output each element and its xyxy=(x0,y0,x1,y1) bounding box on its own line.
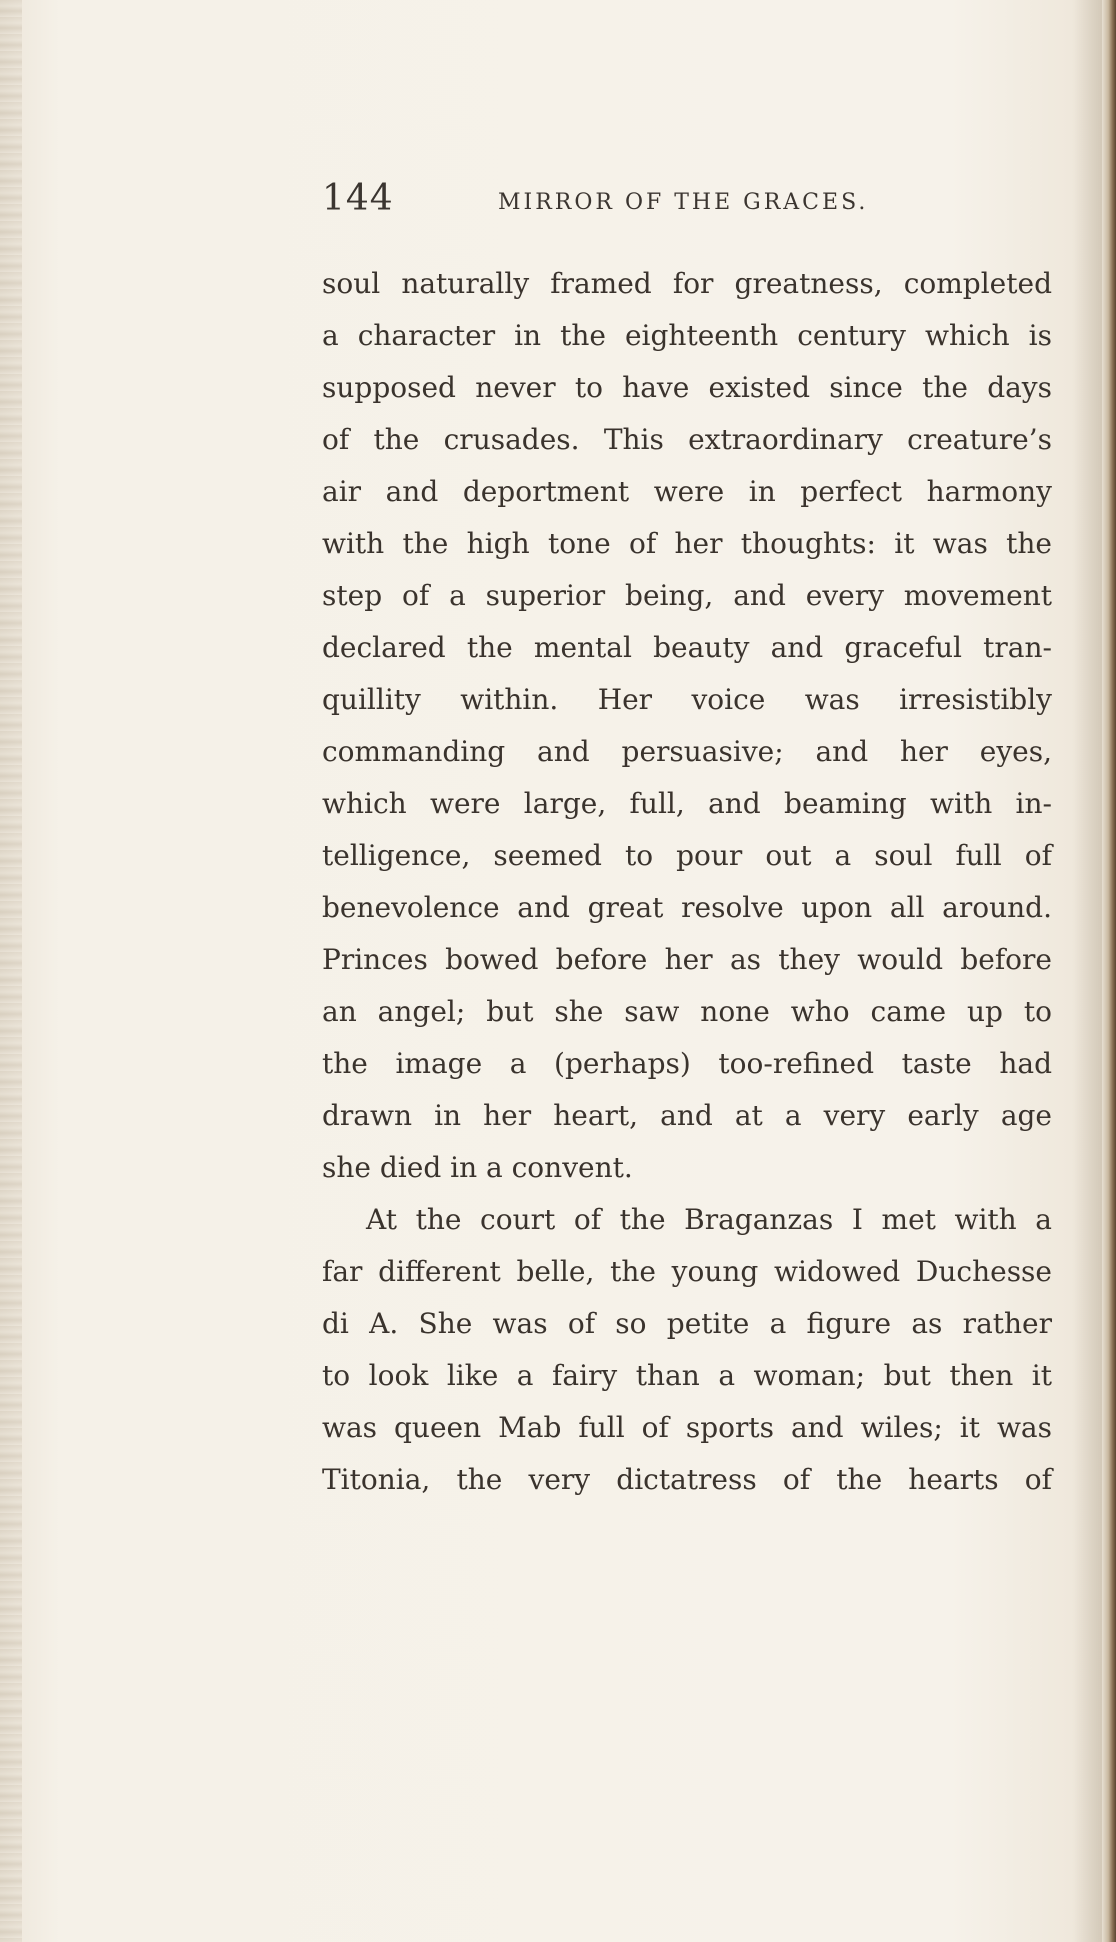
page-gutter-edge xyxy=(0,0,22,1942)
running-title: MIRROR OF THE GRACES. xyxy=(498,190,869,215)
text-line: the image a (perhaps) too-refined taste had xyxy=(322,1047,1052,1080)
text-line: an angel; but she saw none who came up to xyxy=(322,995,1052,1028)
text-line: was queen Mab full of sports and wiles; it was xyxy=(322,1411,1052,1444)
text-line: benevolence and great resolve upon all around. xyxy=(322,891,1052,924)
text-line: drawn in her heart, and at a very early age xyxy=(322,1099,1052,1132)
body-text xyxy=(322,258,1052,1506)
text-line: to look like a fairy than a woman; but then it xyxy=(322,1359,1052,1392)
running-head xyxy=(322,178,882,218)
text-line: of the crusades. This extraordinary creature’s xyxy=(322,423,1052,456)
text-line: far different belle, the young widowed Duchesse xyxy=(322,1255,1052,1288)
text-line: di A. She was of so petite a figure as rather xyxy=(322,1307,1052,1340)
text-line: air and deportment were in perfect harmony xyxy=(322,475,1052,508)
text-line: step of a superior being, and every movement xyxy=(322,579,1052,612)
text-line: she died in a convent. xyxy=(322,1151,633,1184)
text-line: a character in the eighteenth century which is xyxy=(322,319,1052,352)
text-line: with the high tone of her thoughts: it was the xyxy=(322,527,1052,560)
page-fore-edge xyxy=(1102,0,1116,1942)
text-line: At the court of the Braganzas I met with a xyxy=(366,1203,1052,1236)
text-line: Princes bowed before her as they would before xyxy=(322,943,1052,976)
text-line: Titonia, the very dictatress of the hearts of xyxy=(322,1463,1052,1496)
text-line: declared the mental beauty and graceful tran- xyxy=(322,631,1052,664)
text-line: soul naturally framed for greatness, completed xyxy=(322,267,1052,300)
text-line: supposed never to have existed since the days xyxy=(322,371,1052,404)
page-number: 144 xyxy=(322,178,394,219)
page-fore-edge-shadow xyxy=(1074,0,1102,1942)
text-line: commanding and persuasive; and her eyes, xyxy=(322,735,1052,768)
text-line: telligence, seemed to pour out a soul full of xyxy=(322,839,1052,872)
text-line: which were large, full, and beaming with in- xyxy=(322,787,1052,820)
text-line: quillity within. Her voice was irresistibly xyxy=(322,683,1052,716)
